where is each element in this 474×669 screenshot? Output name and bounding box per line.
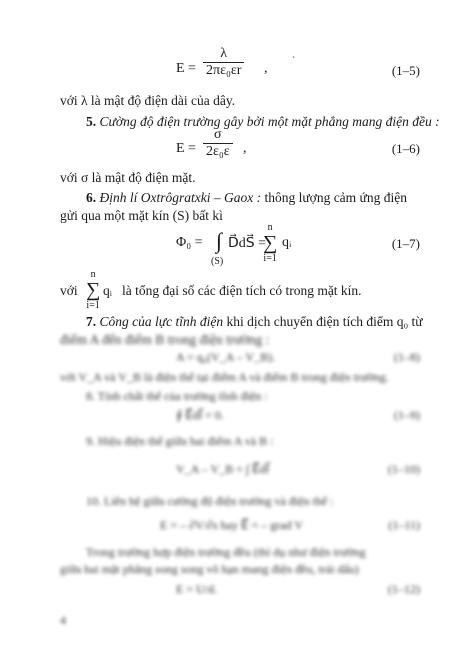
blurred-line-2: với V_A và V_B là điện thế tại điểm A và điểm B trong điện trường. bbox=[60, 370, 389, 384]
stray-mark: ` bbox=[292, 56, 296, 67]
eq-1-6-fraction bbox=[203, 127, 233, 160]
blurred-line-4: 9. Hiệu điện thế giữa hai điểm A và B : bbox=[86, 434, 274, 448]
eq-1-5-lhs: E = bbox=[176, 61, 196, 76]
eq-1-6-lhs: E = bbox=[176, 141, 196, 156]
item-7-text: khi dịch chuyển điện tích điểm q₀ từ bbox=[226, 314, 423, 329]
item-5-text: Cường độ điện trường gây bởi một mặt phẳng mang điện đều : bbox=[99, 114, 440, 129]
sigma-icon: ∑ bbox=[263, 232, 278, 254]
page-number: 4 bbox=[60, 613, 66, 627]
blurred-line-5: 10. Liên hệ giữa cường độ điện trường và điện thế : bbox=[86, 494, 334, 508]
text-line-3-post: là tổng đại số các điện tích có trong mặt kín. bbox=[122, 283, 362, 298]
item-7-number: 7. bbox=[86, 314, 97, 329]
item-6-title: Định lí Oxtrôgratxki – Gaox : bbox=[99, 190, 262, 205]
blurred-eq-1-9-number: (1–9) bbox=[394, 408, 420, 422]
blurred-eq-1-8-number: (1–8) bbox=[394, 350, 420, 364]
blurred-eq-1-10: V_A – V_B = ∫ E⃗dl⃗ bbox=[176, 462, 270, 476]
sum-lower: i=1 bbox=[263, 253, 277, 264]
blurred-eq-1-11-number: (1–11) bbox=[388, 518, 420, 532]
sum-lower: i=1 bbox=[86, 300, 100, 311]
text-line-3-pre: với bbox=[60, 283, 78, 298]
item-6-text-2: gửi qua một mặt kín (S) bất kì bbox=[60, 208, 223, 223]
eq-1-5-fraction bbox=[203, 46, 244, 79]
eq-1-5-number: (1–5) bbox=[391, 63, 420, 78]
blurred-line-1: điểm A đến điểm B trong điện trường : bbox=[60, 332, 270, 347]
blurred-eq-1-8: A = q₀(V_A – V_B). bbox=[176, 350, 276, 364]
eq-1-6-denominator: 2ε₀ε bbox=[203, 143, 233, 160]
eq-1-6-number: (1–6) bbox=[391, 141, 420, 156]
eq-1-7-charge: qᵢ bbox=[282, 235, 292, 250]
text-sum bbox=[86, 269, 100, 311]
blurred-line-6: Trong trường hợp điện trường đều (thí dụ như điện trường bbox=[86, 545, 366, 559]
blurred-eq-1-10-number: (1–10) bbox=[388, 462, 420, 476]
item-7-title: Công của lực tĩnh điện bbox=[99, 314, 224, 329]
item-6-number: 6. bbox=[86, 190, 97, 205]
eq-1-5-tail: , bbox=[264, 61, 268, 76]
blurred-eq-1-12-number: (1–12) bbox=[388, 582, 420, 596]
eq-1-6-tail: , bbox=[243, 141, 247, 156]
integral-sign: ∫ bbox=[216, 228, 223, 253]
sigma-icon: ∑ bbox=[86, 279, 101, 301]
item-7 bbox=[86, 314, 423, 330]
eq-1-7-number: (1–7) bbox=[391, 236, 420, 251]
blurred-line-7: giữa hai mặt phẳng song song vô hạn mang điện đều, trái dấu) bbox=[60, 562, 359, 576]
blurred-eq-1-11: E = – ∂V/∂s hay E⃗ = – grad V bbox=[160, 518, 304, 532]
item-5-number: 5. bbox=[86, 114, 97, 129]
blurred-eq-1-12: E = U/d. bbox=[176, 582, 218, 596]
text-line-1: với λ là mật độ điện dài của dây. bbox=[60, 93, 236, 108]
eq-1-7-lhs: Φ₀ = bbox=[176, 235, 203, 250]
sum-upper: n bbox=[90, 269, 96, 280]
sum-upper: n bbox=[267, 222, 273, 233]
text-line-2: với σ là mật độ điện mặt. bbox=[60, 170, 196, 185]
eq-1-7-integrand: D⃗dS⃗ = bbox=[228, 236, 267, 251]
eq-1-5-denominator: 2πε₀εr bbox=[203, 62, 244, 79]
text-line-3-charge: qᵢ bbox=[103, 283, 112, 298]
blurred-line-3: 8. Tính chất thế của trường tĩnh điện : bbox=[86, 389, 268, 403]
eq-1-7-sum bbox=[263, 222, 277, 264]
eq-1-7-surface: (S) bbox=[211, 256, 224, 267]
blurred-eq-1-9: ∮ E⃗dl⃗ = 0. bbox=[176, 408, 224, 422]
item-5 bbox=[86, 114, 440, 130]
eq-1-6-numerator: σ bbox=[214, 127, 222, 142]
item-6 bbox=[86, 190, 407, 206]
item-6-text: thông lượng cảm ứng điện bbox=[264, 190, 407, 205]
eq-1-5-numerator: λ bbox=[220, 46, 228, 61]
